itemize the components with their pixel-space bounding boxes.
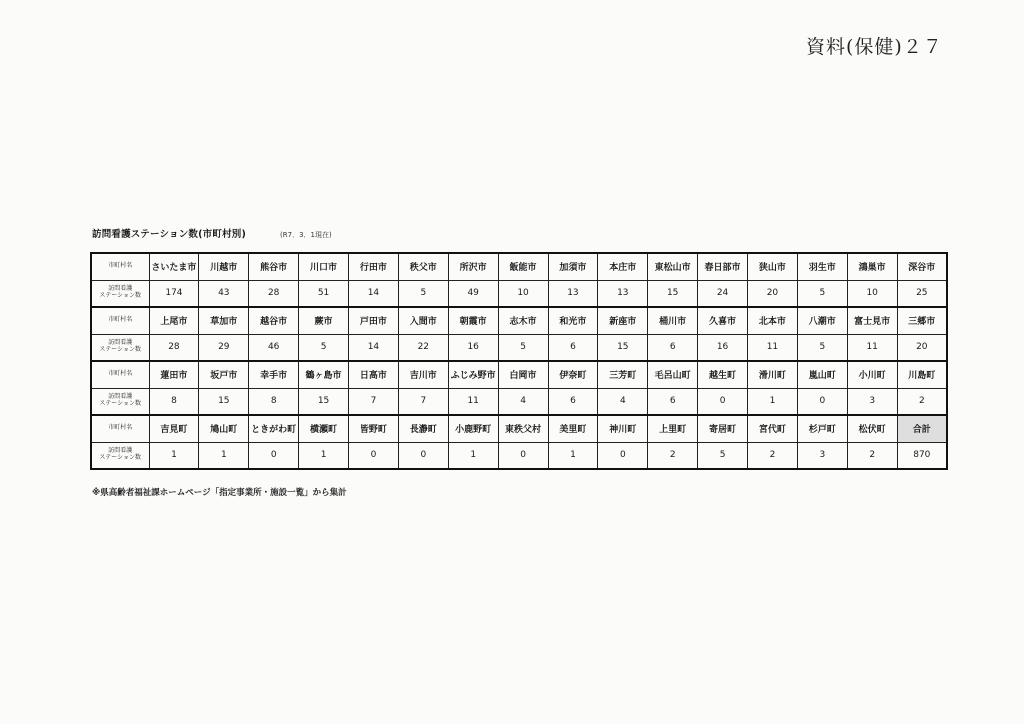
municipality-name-cell: 加須市 <box>548 253 598 280</box>
total-label-cell: 合計 <box>897 415 947 442</box>
municipality-name-cell: 入間市 <box>398 307 448 334</box>
municipality-name-cell: 草加市 <box>199 307 249 334</box>
station-count-cell: 0 <box>598 442 648 469</box>
municipality-name-cell: 小鹿野町 <box>448 415 498 442</box>
station-count-cell: 13 <box>598 280 648 307</box>
municipality-name-cell: 吉川市 <box>398 361 448 388</box>
municipality-name-cell: 行田市 <box>349 253 399 280</box>
municipality-name-cell: 嵐山町 <box>797 361 847 388</box>
municipality-name-cell: 坂戸市 <box>199 361 249 388</box>
station-count-cell: 14 <box>349 334 399 361</box>
station-count-row <box>91 280 947 307</box>
municipality-name-cell: 白岡市 <box>498 361 548 388</box>
municipality-name-cell: 春日部市 <box>698 253 748 280</box>
station-count-cell: 2 <box>748 442 798 469</box>
station-count-table <box>90 252 948 470</box>
station-count-cell: 10 <box>847 280 897 307</box>
station-count-cell: 2 <box>897 388 947 415</box>
municipality-name-cell: 北本市 <box>748 307 798 334</box>
station-count-cell: 28 <box>249 280 299 307</box>
municipality-name-cell: 神川町 <box>598 415 648 442</box>
station-count-cell: 0 <box>498 442 548 469</box>
municipality-name-cell: ときがわ町 <box>249 415 299 442</box>
station-count-cell: 28 <box>149 334 199 361</box>
municipality-name-cell: 川越市 <box>199 253 249 280</box>
municipality-name-cell: 熊谷市 <box>249 253 299 280</box>
municipality-name-cell: 伊奈町 <box>548 361 598 388</box>
as-of-date: (R7．3．1現在) <box>280 231 332 239</box>
municipality-name-cell: 日高市 <box>349 361 399 388</box>
station-count-cell: 2 <box>648 442 698 469</box>
station-count-cell: 5 <box>797 334 847 361</box>
municipality-name-cell: 蕨市 <box>299 307 349 334</box>
municipality-name-cell: 小川町 <box>847 361 897 388</box>
municipality-name-row <box>91 253 947 280</box>
station-count-cell: 5 <box>398 280 448 307</box>
municipality-name-cell: 美里町 <box>548 415 598 442</box>
station-count-cell: 0 <box>398 442 448 469</box>
station-count-cell: 1 <box>299 442 349 469</box>
total-count-cell: 870 <box>897 442 947 469</box>
station-count-cell: 8 <box>149 388 199 415</box>
municipality-name-cell: 越谷市 <box>249 307 299 334</box>
station-count-cell: 43 <box>199 280 249 307</box>
station-count-cell: 1 <box>548 442 598 469</box>
station-count-cell: 174 <box>149 280 199 307</box>
municipality-name-cell: 富士見市 <box>847 307 897 334</box>
municipality-name-row <box>91 415 947 442</box>
page-number-label: 資料(保健)２７ <box>806 36 943 58</box>
municipality-name-cell: 川島町 <box>897 361 947 388</box>
municipality-name-cell: 鴻巣市 <box>847 253 897 280</box>
station-count-cell: 16 <box>448 334 498 361</box>
municipality-name-cell: 杉戸町 <box>797 415 847 442</box>
station-count-cell: 5 <box>498 334 548 361</box>
station-count-cell: 1 <box>149 442 199 469</box>
station-count-cell: 49 <box>448 280 498 307</box>
station-count-cell: 11 <box>847 334 897 361</box>
station-count-cell: 8 <box>249 388 299 415</box>
station-count-cell: 20 <box>748 280 798 307</box>
station-count-cell: 7 <box>398 388 448 415</box>
station-count-cell: 5 <box>299 334 349 361</box>
municipality-name-cell: ふじみ野市 <box>448 361 498 388</box>
municipality-name-cell: 戸田市 <box>349 307 399 334</box>
municipality-name-cell: 寄居町 <box>698 415 748 442</box>
municipality-name-cell: 幸手市 <box>249 361 299 388</box>
station-count-cell: 3 <box>847 388 897 415</box>
row-header-station-count <box>91 442 149 469</box>
municipality-name-cell: 三郷市 <box>897 307 947 334</box>
station-count-cell: 4 <box>498 388 548 415</box>
row-header-municipality: 市町村名 <box>91 415 149 442</box>
station-count-cell: 5 <box>797 280 847 307</box>
source-note: ※県高齢者福祉課ホームページ「指定事業所・施設一覧」から集計 <box>92 488 347 498</box>
station-count-cell: 6 <box>648 388 698 415</box>
station-count-cell: 1 <box>199 442 249 469</box>
row-header-line-2: ステーション数 <box>99 400 142 408</box>
station-count-cell: 6 <box>548 388 598 415</box>
row-header-station-count <box>91 334 149 361</box>
row-header-line-1: 訪問看護 <box>108 339 133 347</box>
municipality-name-cell: 所沢市 <box>448 253 498 280</box>
station-count-cell: 15 <box>598 334 648 361</box>
table-title: 訪問看護ステーション数(市町村別) <box>92 229 247 240</box>
municipality-name-cell: さいたま市 <box>149 253 199 280</box>
municipality-name-cell: 志木市 <box>498 307 548 334</box>
municipality-name-cell: 朝霞市 <box>448 307 498 334</box>
municipality-name-cell: 狭山市 <box>748 253 798 280</box>
municipality-name-row <box>91 361 947 388</box>
municipality-name-cell: 羽生市 <box>797 253 847 280</box>
municipality-name-cell: 深谷市 <box>897 253 947 280</box>
station-count-cell: 20 <box>897 334 947 361</box>
municipality-name-cell: 宮代町 <box>748 415 798 442</box>
municipality-name-cell: 八潮市 <box>797 307 847 334</box>
station-count-cell: 0 <box>349 442 399 469</box>
station-count-cell: 6 <box>648 334 698 361</box>
municipality-name-cell: 横瀬町 <box>299 415 349 442</box>
row-header-municipality: 市町村名 <box>91 361 149 388</box>
station-count-cell: 1 <box>448 442 498 469</box>
station-count-cell: 3 <box>797 442 847 469</box>
station-count-cell: 13 <box>548 280 598 307</box>
municipality-name-cell: 三芳町 <box>598 361 648 388</box>
row-header-line-1: 訪問看護 <box>108 285 133 293</box>
municipality-name-row <box>91 307 947 334</box>
station-count-cell: 2 <box>847 442 897 469</box>
station-count-cell: 0 <box>797 388 847 415</box>
station-count-cell: 7 <box>349 388 399 415</box>
municipality-name-cell: 蓮田市 <box>149 361 199 388</box>
municipality-name-cell: 東秩父村 <box>498 415 548 442</box>
municipality-name-cell: 鶴ヶ島市 <box>299 361 349 388</box>
station-count-cell: 11 <box>448 388 498 415</box>
station-count-cell: 29 <box>199 334 249 361</box>
row-header-station-count <box>91 280 149 307</box>
municipality-name-cell: 毛呂山町 <box>648 361 698 388</box>
municipality-name-cell: 滑川町 <box>748 361 798 388</box>
row-header-municipality: 市町村名 <box>91 253 149 280</box>
municipality-name-cell: 上尾市 <box>149 307 199 334</box>
station-count-cell: 14 <box>349 280 399 307</box>
municipality-name-cell: 皆野町 <box>349 415 399 442</box>
station-count-cell: 1 <box>748 388 798 415</box>
station-count-cell: 22 <box>398 334 448 361</box>
station-count-row <box>91 388 947 415</box>
station-count-row <box>91 442 947 469</box>
station-count-cell: 51 <box>299 280 349 307</box>
municipality-name-cell: 新座市 <box>598 307 648 334</box>
municipality-name-cell: 和光市 <box>548 307 598 334</box>
station-count-cell: 5 <box>698 442 748 469</box>
station-count-cell: 0 <box>249 442 299 469</box>
station-count-cell: 16 <box>698 334 748 361</box>
municipality-name-cell: 桶川市 <box>648 307 698 334</box>
municipality-name-cell: 飯能市 <box>498 253 548 280</box>
station-count-cell: 25 <box>897 280 947 307</box>
municipality-name-cell: 上里町 <box>648 415 698 442</box>
municipality-name-cell: 吉見町 <box>149 415 199 442</box>
station-count-cell: 15 <box>299 388 349 415</box>
municipality-name-cell: 鳩山町 <box>199 415 249 442</box>
municipality-name-cell: 秩父市 <box>398 253 448 280</box>
municipality-name-cell: 長瀞町 <box>398 415 448 442</box>
station-count-cell: 11 <box>748 334 798 361</box>
row-header-line-1: 訪問看護 <box>108 393 133 401</box>
row-header-line-2: ステーション数 <box>99 292 142 300</box>
station-count-row <box>91 334 947 361</box>
municipality-name-cell: 東松山市 <box>648 253 698 280</box>
station-count-cell: 6 <box>548 334 598 361</box>
municipality-name-cell: 越生町 <box>698 361 748 388</box>
municipality-name-cell: 川口市 <box>299 253 349 280</box>
station-count-cell: 15 <box>648 280 698 307</box>
station-count-cell: 24 <box>698 280 748 307</box>
station-count-cell: 0 <box>698 388 748 415</box>
municipality-name-cell: 久喜市 <box>698 307 748 334</box>
row-header-municipality: 市町村名 <box>91 307 149 334</box>
municipality-name-cell: 松伏町 <box>847 415 897 442</box>
row-header-line-2: ステーション数 <box>99 454 142 462</box>
row-header-station-count <box>91 388 149 415</box>
station-count-cell: 15 <box>199 388 249 415</box>
table-title-row <box>92 226 332 240</box>
station-count-cell: 10 <box>498 280 548 307</box>
municipality-name-cell: 本庄市 <box>598 253 648 280</box>
row-header-line-2: ステーション数 <box>99 346 142 354</box>
station-count-cell: 46 <box>249 334 299 361</box>
row-header-line-1: 訪問看護 <box>108 447 133 455</box>
station-count-cell: 4 <box>598 388 648 415</box>
